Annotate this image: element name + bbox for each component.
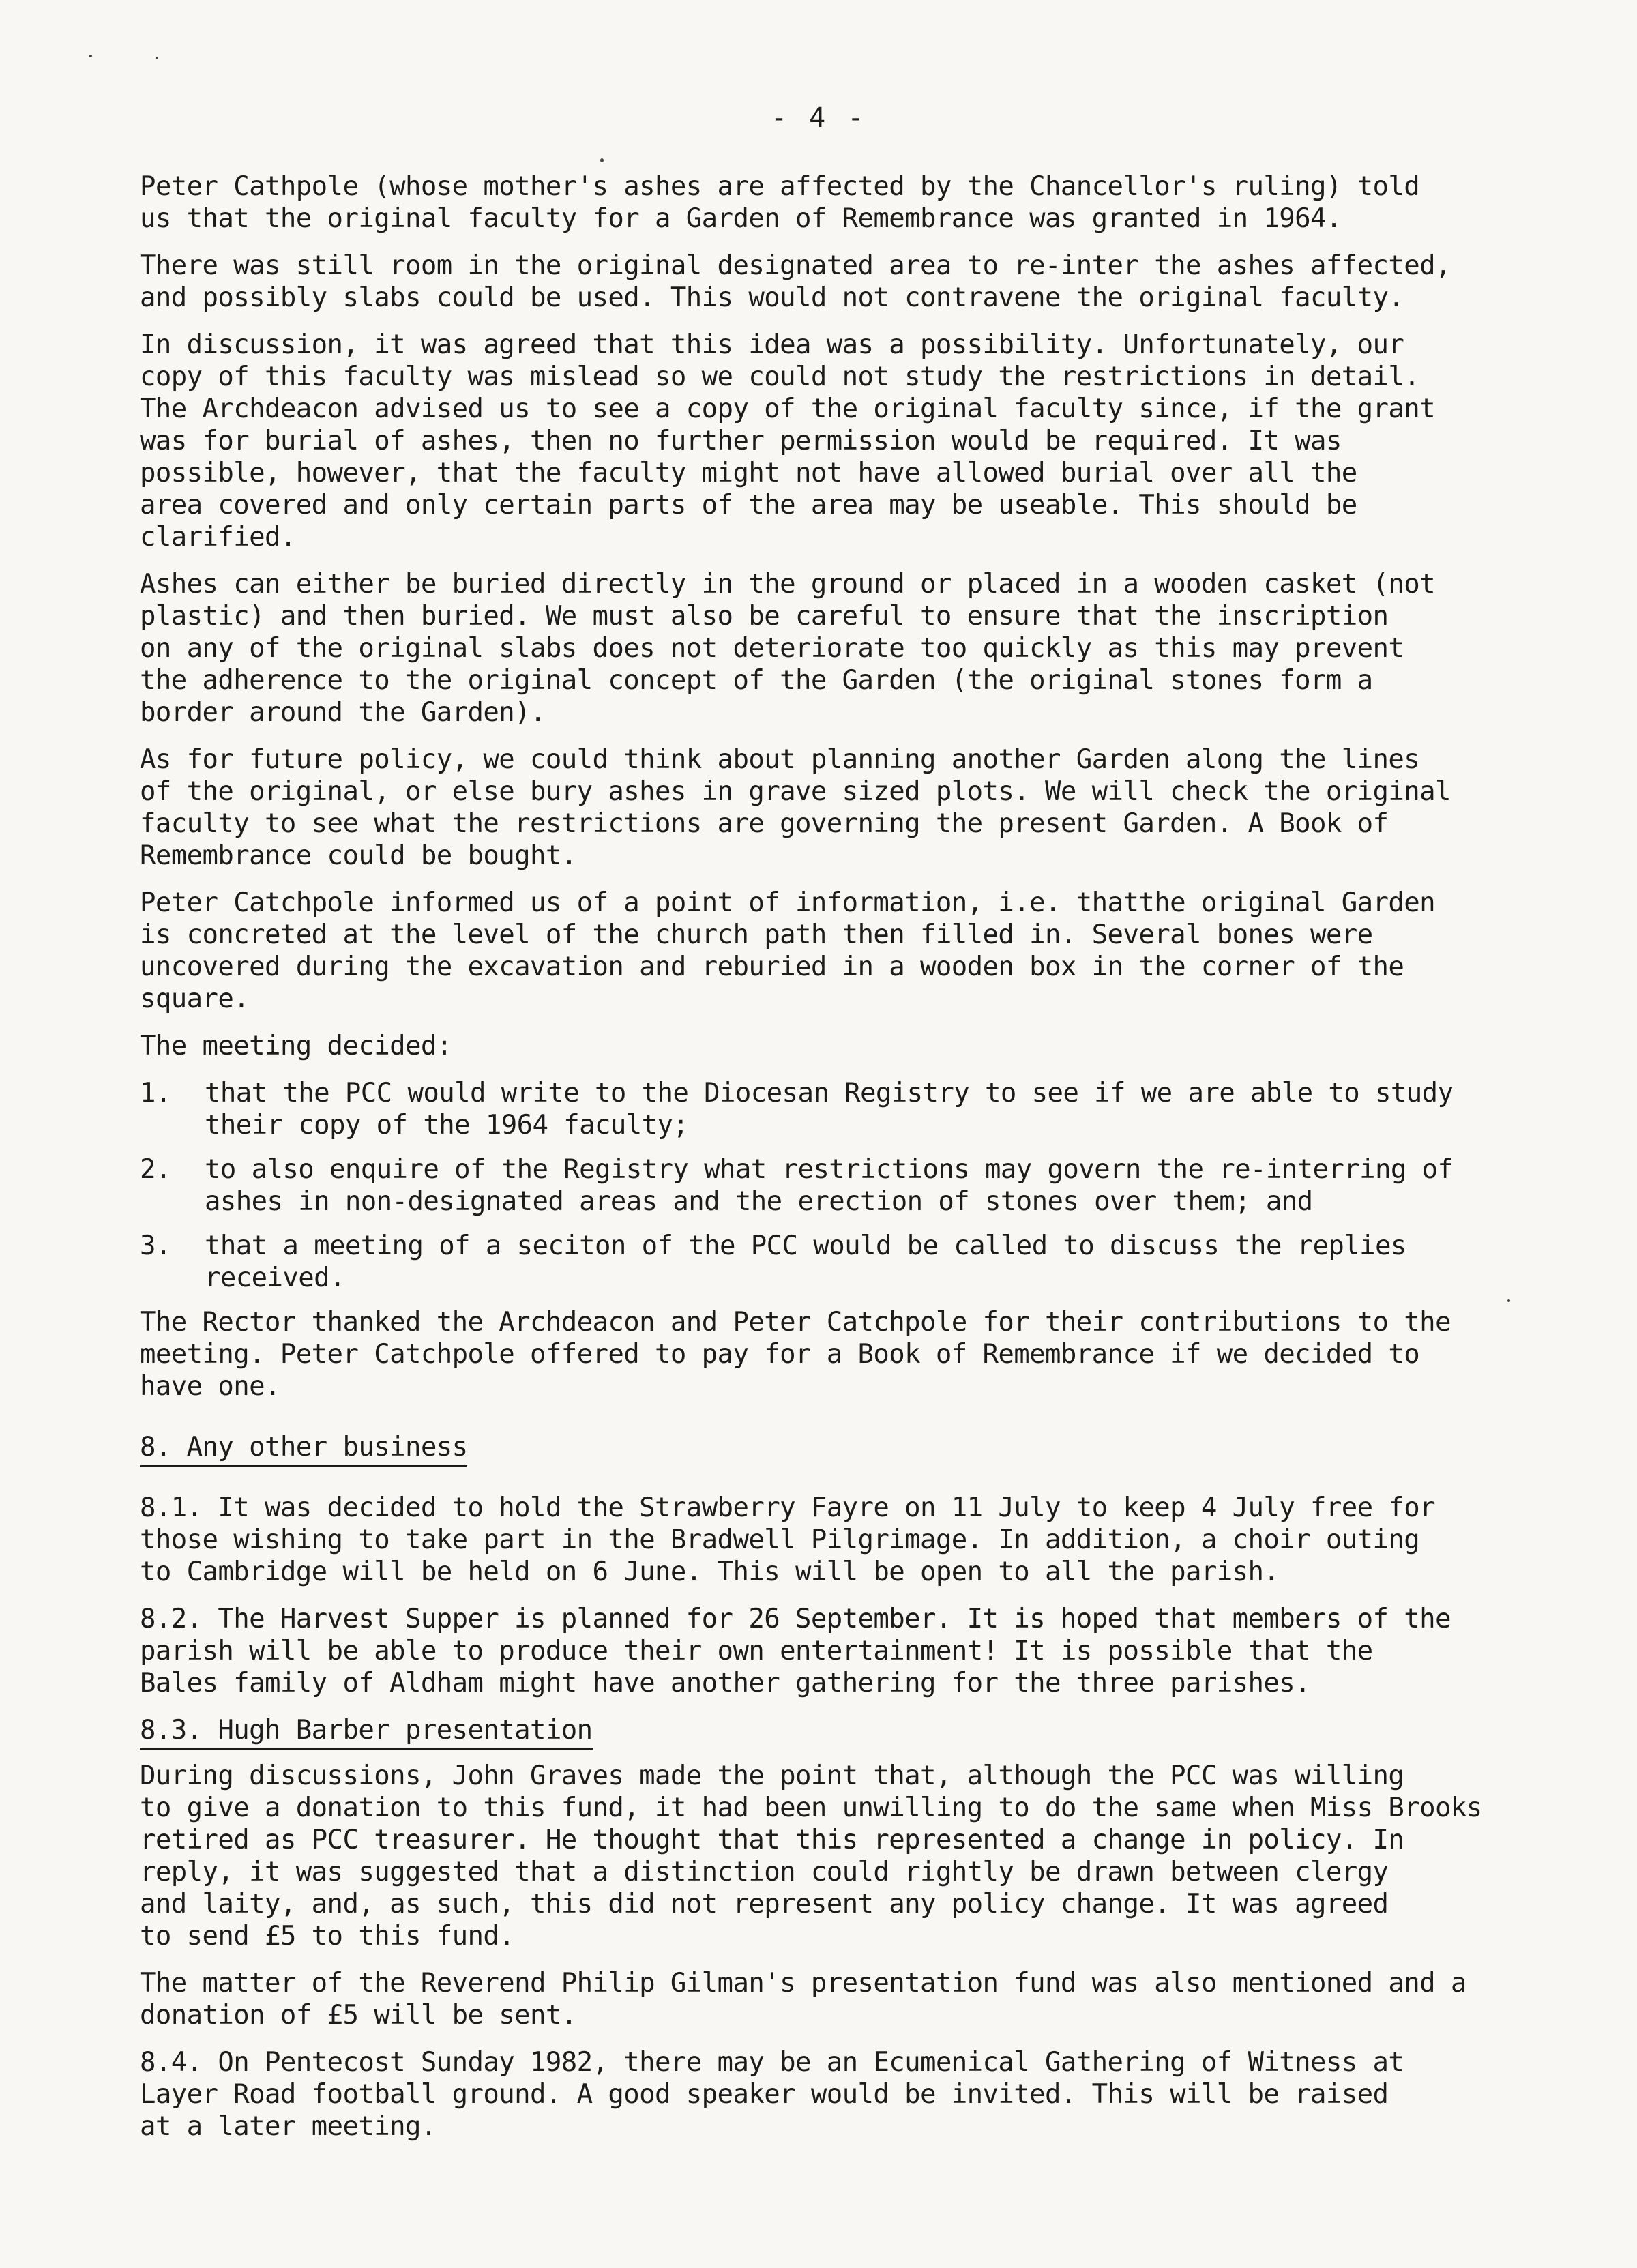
document-body bbox=[140, 171, 1593, 2157]
section-heading-any-other-business: 8. Any other business bbox=[140, 1431, 467, 1467]
item-8-3-gilman-paragraph: The matter of the Reverend Philip Gilman's presentation fund was also mentioned and a donation of £5 will be sent. bbox=[140, 1968, 1466, 2031]
paragraph-room-in-area: There was still room in the original designated area to re-inter the ashes affected, and possibly slabs could be used. This would not contravene the original faculty. bbox=[140, 250, 1451, 313]
decision-item bbox=[140, 1153, 1593, 1218]
paragraph-ashes-burial: Ashes can either be buried directly in the ground or placed in a wooden casket (not plastic) and then buried. We must also be careful to ensure that the inscription on any of the original slabs does not deteriorate too quickly as this may prevent the adherence to the original concept of the Garden (the original stones form a border around the Garden). bbox=[140, 569, 1436, 728]
paragraph-point-of-information: Peter Catchpole informed us of a point of information, i.e. thatthe original Garden is concreted at the level of the church path then filled in. Several bones were uncovered during the excavation and reburied in a wooden box in the corner of the square. bbox=[140, 887, 1436, 1014]
paragraph-rector-thanks: The Rector thanked the Archdeacon and Peter Catchpole for their contributions to the meeting. Peter Catchpole offered to pay for a Book of Remembrance if we decided to have one. bbox=[140, 1307, 1451, 1402]
decision-item bbox=[140, 1230, 1593, 1294]
item-8-2: 8.2. The Harvest Supper is planned for 26 September. It is hoped that members of the parish will be able to produce their own entertainment! It is possible that the Bales family of Aldham might have another gathering for the three parishes. bbox=[140, 1604, 1451, 1698]
decision-number: 1. bbox=[140, 1078, 171, 1108]
paragraph-faculty-history: Peter Cathpole (whose mother's ashes are affected by the Chancellor's ruling) told us that the original faculty for a Garden of Remembrance was granted in 1964. bbox=[140, 171, 1420, 234]
paragraph-future-policy: As for future policy, we could think about planning another Garden along the lines of the original, or else bury ashes in grave sized plots. We will check the original faculty to see what the restrictions are governing the present Garden. A Book of Remembrance could be bought. bbox=[140, 744, 1451, 871]
decision-text: that a meeting of a seciton of the PCC would be called to discuss the replies received. bbox=[205, 1231, 1406, 1293]
decision-number: 3. bbox=[140, 1231, 171, 1261]
item-8-4: 8.4. On Pentecost Sunday 1982, there may be an Ecumenical Gathering of Witness at Layer Road football ground. A good speaker would be invited. This will be raised at a later meeting. bbox=[140, 2047, 1404, 2142]
paragraph-discussion: In discussion, it was agreed that this idea was a possibility. Unfortunately, our copy of this faculty was mislead so we could not study the restrictions in detail. The Archdeacon advised us to see a copy of the original faculty since, if the grant was for burial of ashes, then no further permission would be required. It was possible, however, that the faculty might not have allowed burial over all the area covered and only certain parts of the area may be useable. This should be clarified. bbox=[140, 329, 1436, 553]
decision-text: that the PCC would write to the Diocesan Registry to see if we are able to study their copy of the 1964 faculty; bbox=[205, 1078, 1454, 1140]
paper-speck bbox=[156, 57, 158, 59]
item-8-3-paragraph: During discussions, John Graves made the point that, although the PCC was willing to give a donation to this fund, it had been unwilling to do the same when Miss Brooks retired as PCC treasurer. He thought that this represented a change in policy. In reply, it was suggested that a distinction could rightly be drawn between clergy and laity, and, as such, this did not represent any policy change. It was agreed to send £5 to this fund. bbox=[140, 1761, 1482, 1952]
paper-speck bbox=[89, 55, 92, 57]
paragraph-meeting-decided: The meeting decided: bbox=[140, 1031, 452, 1061]
decision-number: 2. bbox=[140, 1154, 171, 1185]
decision-text: to also enquire of the Registry what restrictions may govern the re-interring of ashes in non-designated areas and the erection of stones over them; and bbox=[205, 1154, 1454, 1217]
subsection-heading-hugh-barber: 8.3. Hugh Barber presentation bbox=[140, 1714, 593, 1750]
paper-speck bbox=[600, 158, 604, 162]
page-number: - 4 - bbox=[771, 102, 867, 134]
decision-item bbox=[140, 1077, 1593, 1141]
item-8-1: 8.1. It was decided to hold the Strawberry Fayre on 11 July to keep 4 July free for those wishing to take part in the Bradwell Pilgrimage. In addition, a choir outing to Cambridge will be held on 6 June. This will be open to all the parish. bbox=[140, 1492, 1436, 1587]
